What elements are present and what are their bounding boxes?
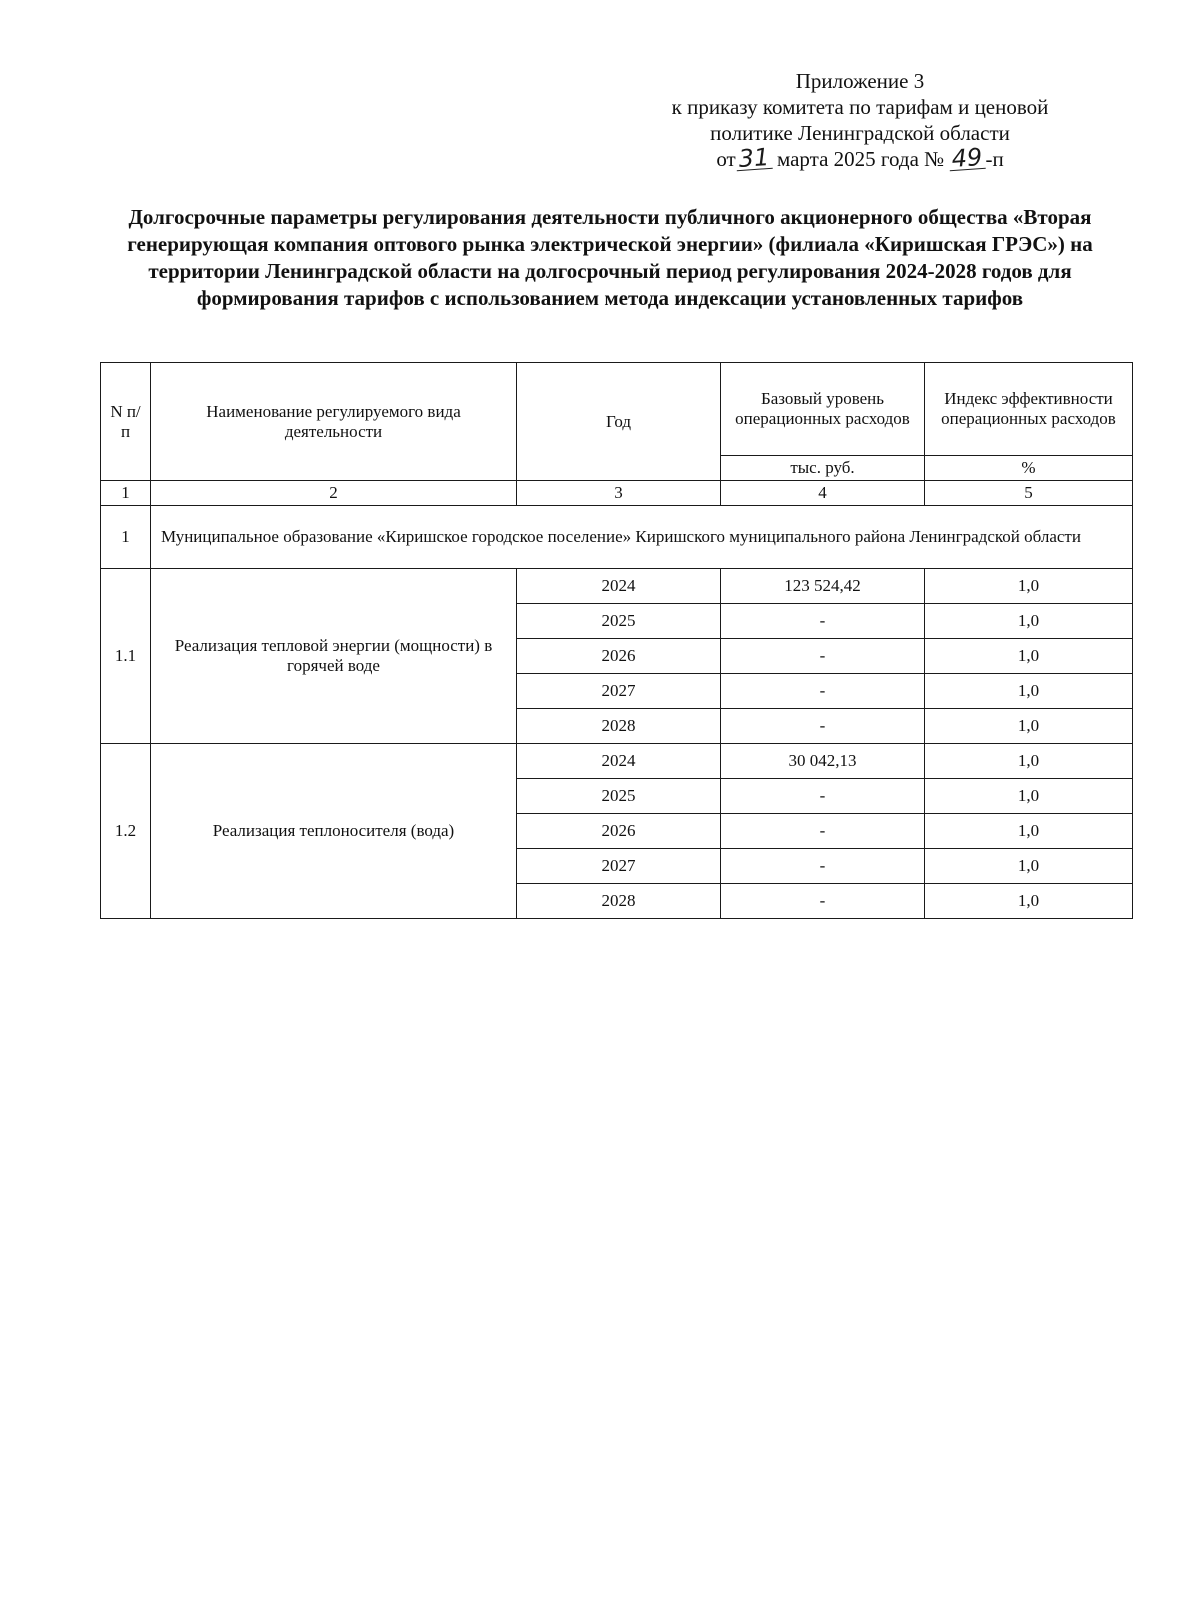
index-cell: 1,0 xyxy=(925,744,1133,779)
index-cell: 1,0 xyxy=(925,884,1133,919)
base-level-cell: - xyxy=(721,709,925,744)
index-cell: 1,0 xyxy=(925,814,1133,849)
year-cell: 2027 xyxy=(517,849,721,884)
table-row xyxy=(101,744,1133,779)
year-cell: 2024 xyxy=(517,744,721,779)
appendix-header xyxy=(600,68,1120,172)
year-cell: 2025 xyxy=(517,604,721,639)
region-row xyxy=(101,506,1133,569)
year-cell: 2026 xyxy=(517,639,721,674)
base-level-cell: - xyxy=(721,674,925,709)
year-cell: 2026 xyxy=(517,814,721,849)
header-year: Год xyxy=(517,363,721,481)
header-base-level: Базовый уровень операционных расходов xyxy=(721,363,925,456)
column-number: 2 xyxy=(151,481,517,506)
table-row xyxy=(101,569,1133,604)
region-num: 1 xyxy=(101,506,151,569)
appendix-number: Приложение 3 xyxy=(795,69,925,93)
base-level-cell: 123 524,42 xyxy=(721,569,925,604)
index-cell: 1,0 xyxy=(925,639,1133,674)
index-cell: 1,0 xyxy=(925,779,1133,814)
year-cell: 2024 xyxy=(517,569,721,604)
index-cell: 1,0 xyxy=(925,849,1133,884)
column-number: 5 xyxy=(925,481,1133,506)
base-level-cell: - xyxy=(721,849,925,884)
base-level-cell: - xyxy=(721,884,925,919)
column-number: 1 xyxy=(101,481,151,506)
year-cell: 2028 xyxy=(517,884,721,919)
index-cell: 1,0 xyxy=(925,709,1133,744)
group-num: 1.2 xyxy=(101,744,151,919)
index-cell: 1,0 xyxy=(925,604,1133,639)
tariff-parameters-table xyxy=(100,362,1133,919)
date-middle: марта 2025 года № xyxy=(776,147,945,171)
unit-index: % xyxy=(925,456,1133,481)
unit-base-level: тыс. руб. xyxy=(721,456,925,481)
group-activity-name: Реализация теплоносителя (вода) xyxy=(151,744,517,919)
header-efficiency-index: Индекс эффективности операционных расходов xyxy=(925,363,1133,456)
base-level-cell: - xyxy=(721,814,925,849)
header-activity-name: Наименование регулируемого вида деятельности xyxy=(151,363,517,481)
year-cell: 2025 xyxy=(517,779,721,814)
appendix-date-line xyxy=(600,142,1120,174)
header-num: N п/п xyxy=(101,363,151,481)
table-column-numbers-row xyxy=(101,481,1133,506)
date-prefix: от xyxy=(716,147,736,171)
year-cell: 2028 xyxy=(517,709,721,744)
base-level-cell: - xyxy=(721,639,925,674)
region-name: Муниципальное образование «Киришское городское поселение» Киришского муниципального района Ленинградской области xyxy=(151,506,1133,569)
base-level-cell: - xyxy=(721,779,925,814)
base-level-cell: 30 042,13 xyxy=(721,744,925,779)
index-cell: 1,0 xyxy=(925,569,1133,604)
handwritten-day: 31 xyxy=(735,146,773,171)
group-activity-name: Реализация тепловой энергии (мощности) в горячей воде xyxy=(151,569,517,744)
group-num: 1.1 xyxy=(101,569,151,744)
index-cell: 1,0 xyxy=(925,674,1133,709)
year-cell: 2027 xyxy=(517,674,721,709)
appendix-committee: политике Ленинградской области xyxy=(710,121,1010,145)
table-header-row xyxy=(101,363,1133,456)
document-title: Долгосрочные параметры регулирования деятельности публичного акционерного общества «Вторая генерирующая компания оптового рынка электрической энергии» (филиала «Киришская ГРЭС») на территории Ленинградской области на долгосрочный период регулирования 2024-2028 годов для формирования тарифов с использованием метода индексации установленных тарифов xyxy=(127,205,1093,310)
column-number: 3 xyxy=(517,481,721,506)
handwritten-order-number: 49 xyxy=(949,146,987,171)
base-level-cell: - xyxy=(721,604,925,639)
appendix-order-ref: к приказу комитета по тарифам и ценовой xyxy=(671,95,1049,119)
column-number: 4 xyxy=(721,481,925,506)
order-suffix: -п xyxy=(985,147,1004,171)
